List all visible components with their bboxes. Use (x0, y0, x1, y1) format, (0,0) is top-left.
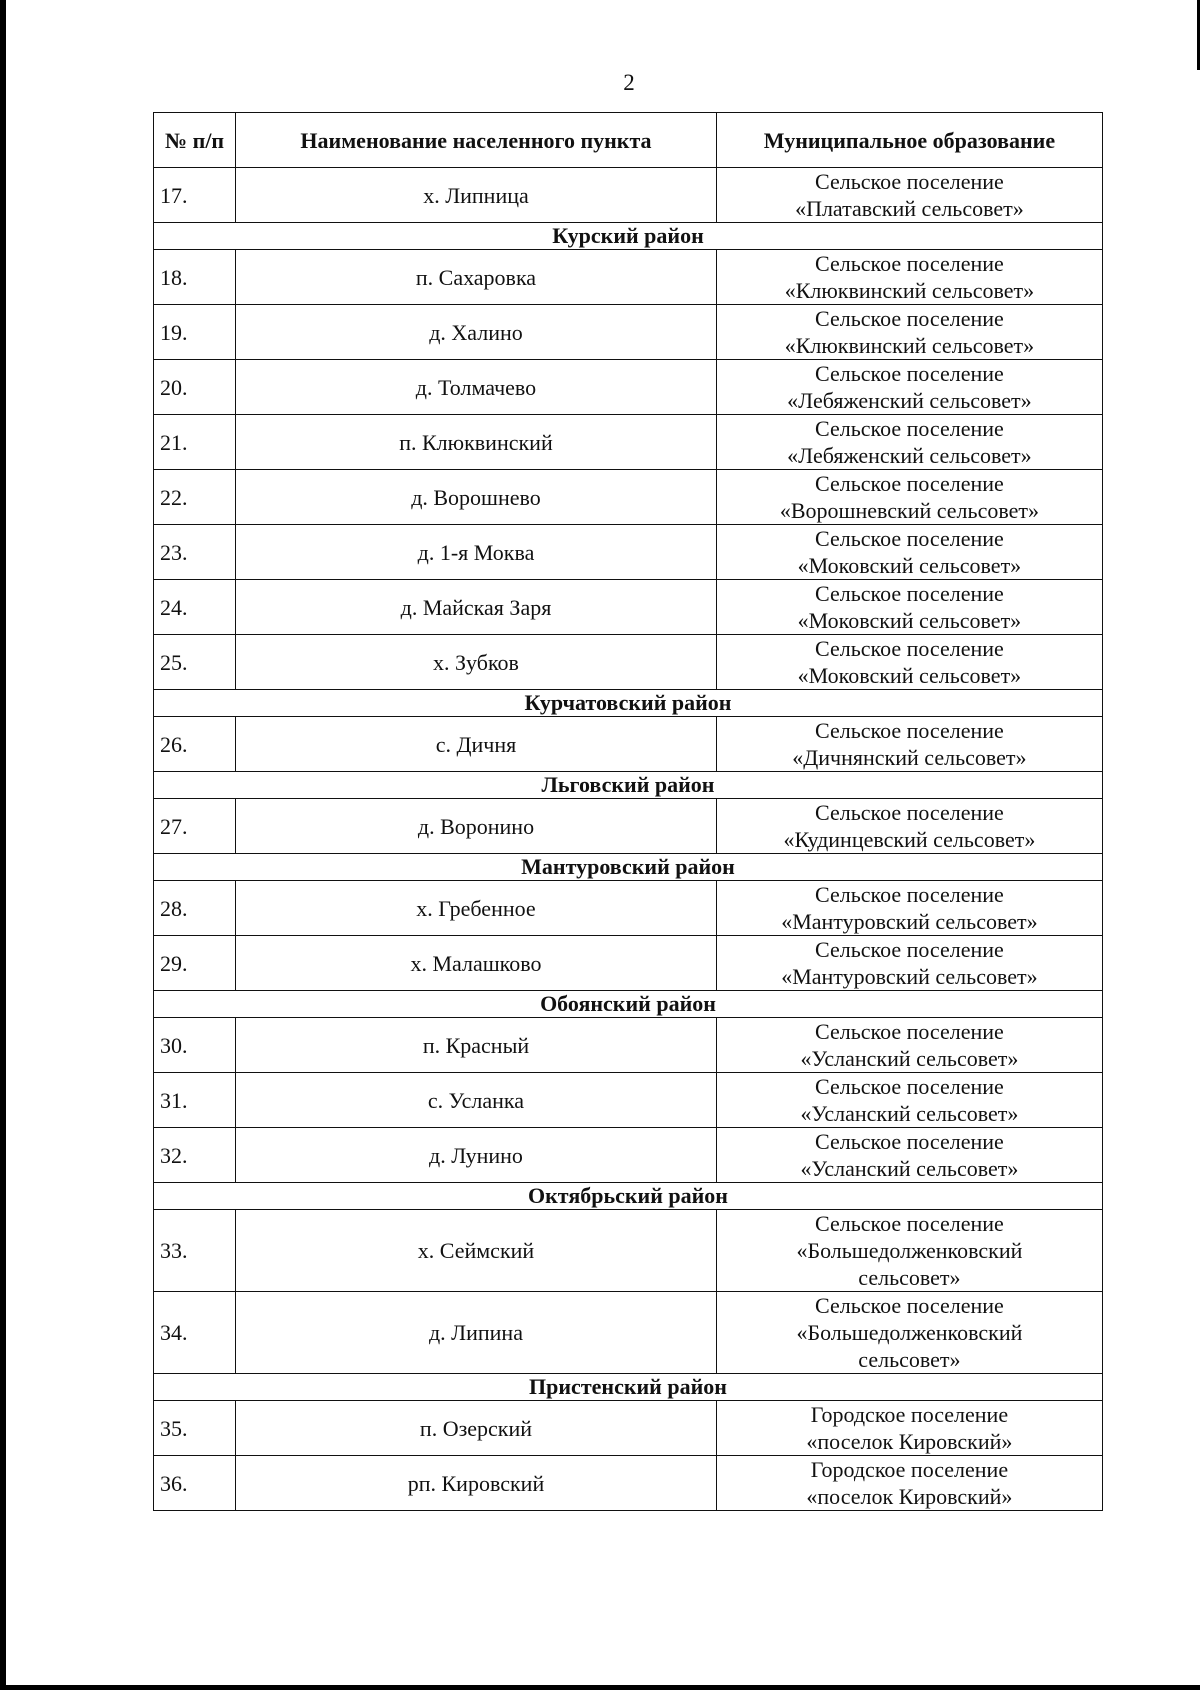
row-number: 21. (154, 415, 236, 470)
municipality-cell (716, 525, 1102, 580)
municipality-cell (716, 717, 1102, 772)
municipality-line: «Платавский сельсовет» (795, 196, 1024, 221)
municipality-line: «поселок Кировский» (806, 1484, 1013, 1509)
municipality-line: Сельское поселение (815, 718, 1004, 743)
table-row (154, 799, 1103, 854)
municipality-line: Сельское поселение (815, 882, 1004, 907)
municipality-cell (716, 1073, 1102, 1128)
district-header-row (154, 772, 1103, 799)
settlement-name: рп. Кировский (236, 1456, 717, 1511)
district-header-row (154, 223, 1103, 250)
settlement-name: д. Лунино (236, 1128, 717, 1183)
row-number: 32. (154, 1128, 236, 1183)
municipality-line: Сельское поселение (815, 1019, 1004, 1044)
district-header-row (154, 690, 1103, 717)
row-number: 29. (154, 936, 236, 991)
municipality-line: Сельское поселение (815, 1211, 1004, 1236)
municipality-cell (716, 1128, 1102, 1183)
municipality-line: «Моковский сельсовет» (797, 663, 1022, 688)
municipality-line: Сельское поселение (815, 306, 1004, 331)
settlement-name: д. Воронино (236, 799, 717, 854)
municipality-line: Сельское поселение (815, 526, 1004, 551)
header-num: № п/п (154, 113, 236, 168)
settlement-name: х. Липница (236, 168, 717, 223)
settlement-name: х. Малашково (236, 936, 717, 991)
row-number: 31. (154, 1073, 236, 1128)
municipality-line: Сельское поселение (815, 169, 1004, 194)
table-row (154, 470, 1103, 525)
settlement-name: х. Сеймский (236, 1210, 717, 1292)
municipality-line: Сельское поселение (815, 1293, 1004, 1318)
municipality-line: «Лебяженский сельсовет» (787, 388, 1032, 413)
municipality-line: Сельское поселение (815, 471, 1004, 496)
district-header-row (154, 1374, 1103, 1401)
municipality-line: «Ворошневский сельсовет» (779, 498, 1039, 523)
settlement-name: с. Дичня (236, 717, 717, 772)
municipality-line: сельсовет» (858, 1265, 961, 1290)
row-number: 35. (154, 1401, 236, 1456)
municipality-cell (716, 1401, 1102, 1456)
table-row (154, 1128, 1103, 1183)
settlement-name: х. Гребенное (236, 881, 717, 936)
municipality-cell (716, 799, 1102, 854)
table-row (154, 936, 1103, 991)
row-number: 36. (154, 1456, 236, 1511)
table-row (154, 881, 1103, 936)
row-number: 25. (154, 635, 236, 690)
header-name: Наименование населенного пункта (236, 113, 717, 168)
municipality-line: Сельское поселение (815, 800, 1004, 825)
settlement-name: п. Озерский (236, 1401, 717, 1456)
municipality-cell (716, 470, 1102, 525)
settlement-name: х. Зубков (236, 635, 717, 690)
district-header-row (154, 1183, 1103, 1210)
municipality-cell (716, 168, 1102, 223)
municipality-line: «Лебяженский сельсовет» (787, 443, 1032, 468)
municipality-cell (716, 580, 1102, 635)
settlement-name: д. Толмачево (236, 360, 717, 415)
scan-border-left (0, 0, 6, 1690)
district-name: Курчатовский район (154, 690, 1103, 717)
table-header-row (154, 113, 1103, 168)
district-header-row (154, 854, 1103, 881)
table-row (154, 525, 1103, 580)
settlement-name: д. Ворошнево (236, 470, 717, 525)
scan-border-bottom (0, 1685, 1200, 1690)
district-name: Пристенский район (154, 1374, 1103, 1401)
table-row (154, 250, 1103, 305)
row-number: 22. (154, 470, 236, 525)
municipality-cell (716, 250, 1102, 305)
municipality-line: Сельское поселение (815, 1074, 1004, 1099)
settlement-name: д. 1-я Моква (236, 525, 717, 580)
settlement-name: д. Майская Заря (236, 580, 717, 635)
municipality-line: «поселок Кировский» (806, 1429, 1013, 1454)
row-number: 24. (154, 580, 236, 635)
table-row (154, 580, 1103, 635)
row-number: 33. (154, 1210, 236, 1292)
municipality-line: «Клюквинский сельсовет» (784, 278, 1035, 303)
settlement-name: д. Халино (236, 305, 717, 360)
row-number: 17. (154, 168, 236, 223)
table-body (154, 168, 1103, 1511)
municipality-cell (716, 1456, 1102, 1511)
municipality-cell (716, 360, 1102, 415)
table-row (154, 1073, 1103, 1128)
settlement-name: п. Сахаровка (236, 250, 717, 305)
municipality-cell (716, 1018, 1102, 1073)
district-name: Льговский район (154, 772, 1103, 799)
table-row (154, 305, 1103, 360)
row-number: 20. (154, 360, 236, 415)
row-number: 30. (154, 1018, 236, 1073)
table-row (154, 1292, 1103, 1374)
municipality-cell (716, 936, 1102, 991)
municipality-cell (716, 305, 1102, 360)
page-number: 2 (623, 70, 635, 95)
municipality-line: Сельское поселение (815, 636, 1004, 661)
municipality-line: «Моковский сельсовет» (797, 608, 1022, 633)
table-row (154, 168, 1103, 223)
municipality-line: Городское поселение (810, 1457, 1009, 1482)
district-name: Обоянский район (154, 991, 1103, 1018)
table-row (154, 1018, 1103, 1073)
municipality-line: «Моковский сельсовет» (797, 553, 1022, 578)
table-row (154, 1456, 1103, 1511)
municipality-cell (716, 881, 1102, 936)
row-number: 23. (154, 525, 236, 580)
settlement-name: п. Клюквинский (236, 415, 717, 470)
municipality-line: Сельское поселение (815, 937, 1004, 962)
municipality-line: «Кудинцевский сельсовет» (783, 827, 1036, 852)
table-row (154, 1210, 1103, 1292)
settlement-name: п. Красный (236, 1018, 717, 1073)
municipality-line: Городское поселение (810, 1402, 1009, 1427)
row-number: 19. (154, 305, 236, 360)
municipality-line: «Дичнянский сельсовет» (792, 745, 1027, 770)
table-row (154, 1401, 1103, 1456)
table-row (154, 717, 1103, 772)
municipality-cell (716, 635, 1102, 690)
municipality-cell (716, 1210, 1102, 1292)
municipality-line: «Усланский сельсовет» (800, 1046, 1019, 1071)
settlements-table (153, 112, 1103, 1511)
row-number: 34. (154, 1292, 236, 1374)
municipality-line: Сельское поселение (815, 361, 1004, 386)
district-name: Мантуровский район (154, 854, 1103, 881)
municipality-line: «Мантуровский сельсовет» (781, 964, 1038, 989)
municipality-line: Сельское поселение (815, 1129, 1004, 1154)
district-name: Курский район (154, 223, 1103, 250)
row-number: 26. (154, 717, 236, 772)
district-name: Октябрьский район (154, 1183, 1103, 1210)
row-number: 18. (154, 250, 236, 305)
municipality-line: «Усланский сельсовет» (800, 1156, 1019, 1181)
municipality-cell (716, 1292, 1102, 1374)
municipality-line: «Клюквинский сельсовет» (784, 333, 1035, 358)
table-row (154, 635, 1103, 690)
row-number: 27. (154, 799, 236, 854)
settlement-name: д. Липина (236, 1292, 717, 1374)
municipality-line: «Большедолженковский (796, 1238, 1023, 1263)
district-header-row (154, 991, 1103, 1018)
municipality-line: «Усланский сельсовет» (800, 1101, 1019, 1126)
municipality-cell (716, 415, 1102, 470)
header-municipality: Муниципальное образование (716, 113, 1102, 168)
row-number: 28. (154, 881, 236, 936)
municipality-line: Сельское поселение (815, 251, 1004, 276)
municipality-line: Сельское поселение (815, 581, 1004, 606)
municipality-line: «Большедолженковский (796, 1320, 1023, 1345)
table-row (154, 415, 1103, 470)
settlement-name: с. Усланка (236, 1073, 717, 1128)
table-row (154, 360, 1103, 415)
municipality-line: «Мантуровский сельсовет» (781, 909, 1038, 934)
municipality-line: Сельское поселение (815, 416, 1004, 441)
municipality-line: сельсовет» (858, 1347, 961, 1372)
